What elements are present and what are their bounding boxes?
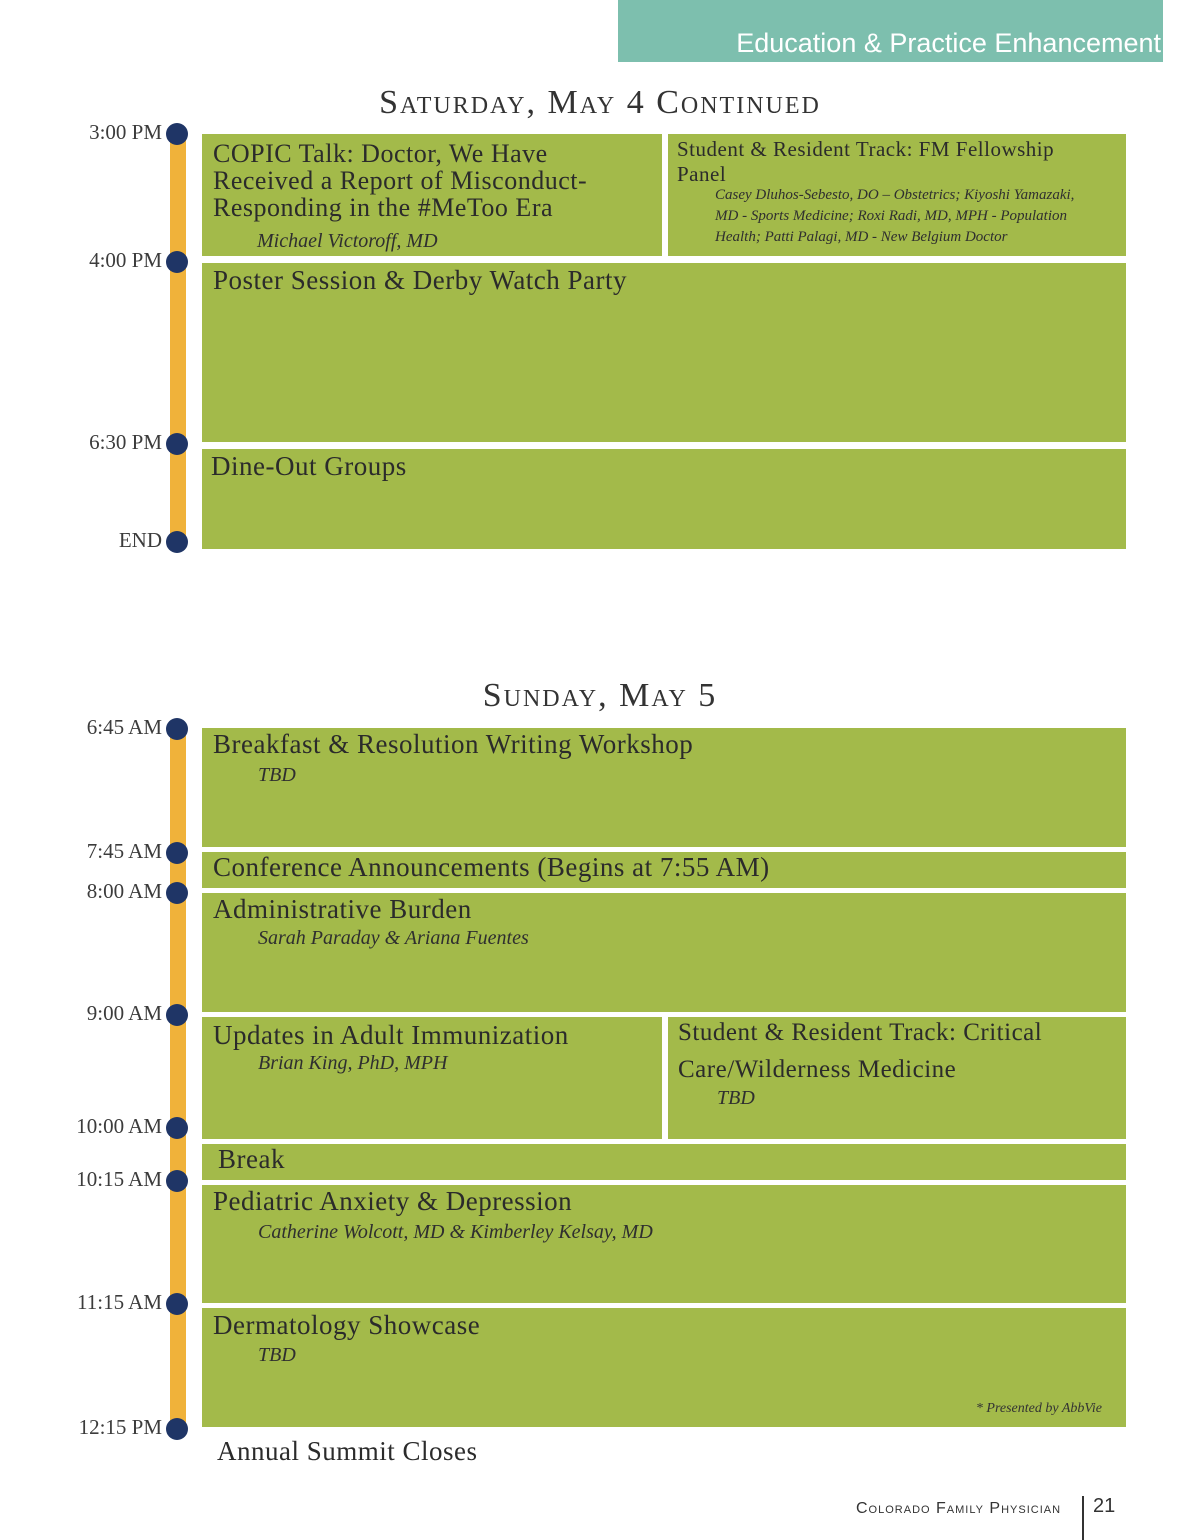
session-speaker: TBD: [717, 1087, 755, 1109]
session-title: COPIC Talk: Doctor, We Have: [213, 139, 548, 168]
session-title: Student & Resident Track: Critical: [678, 1019, 1043, 1046]
session-title: Dine-Out Groups: [211, 451, 407, 481]
session-title: Break: [218, 1144, 285, 1174]
session-speaker: TBD: [258, 764, 296, 786]
session-title: Responding in the #MeToo Era: [213, 193, 554, 222]
time-label: 10:15 AM: [76, 1167, 162, 1191]
session-title: Breakfast & Resolution Writing Workshop: [213, 729, 694, 759]
timeline-dot: [166, 882, 188, 904]
session-adult-immunization: [202, 1017, 662, 1139]
timeline-dot: [166, 1117, 188, 1139]
session-title: Conference Announcements (Begins at 7:55 AM): [213, 852, 770, 882]
session-speakers: MD - Sports Medicine; Roxi Radi, MD, MPH - Population: [715, 208, 1068, 224]
time-label: 9:00 AM: [86, 1001, 162, 1025]
session-title: Dermatology Showcase: [213, 1310, 481, 1340]
timeline-dot: [166, 1170, 188, 1192]
time-label: END: [118, 528, 162, 552]
time-label: 6:30 PM: [89, 430, 162, 454]
timeline-dot: [166, 1418, 188, 1440]
session-speakers: Health; Patti Palagi, MD - New Belgium Doctor: [715, 229, 1008, 245]
time-label: 7:45 AM: [86, 839, 162, 863]
timeline-dot: [166, 123, 188, 145]
session-administrative-burden: [202, 893, 1126, 1012]
sponsor-note: * Presented by AbbVie: [975, 1401, 1102, 1416]
time-label: 11:15 AM: [77, 1290, 162, 1314]
timeline-dot: [166, 531, 188, 553]
session-dine-out: [202, 449, 1126, 549]
timeline-dot: [166, 718, 188, 740]
session-title: Administrative Burden: [213, 894, 472, 924]
session-title: Pediatric Anxiety & Depression: [213, 1186, 573, 1216]
time-label: 3:00 PM: [89, 120, 162, 144]
page-number: 21: [1093, 1495, 1116, 1517]
sunday-timeline-rail: [170, 728, 186, 1428]
session-title: Poster Session & Derby Watch Party: [213, 265, 628, 295]
timeline-dot: [166, 1004, 188, 1026]
time-label: 12:15 PM: [78, 1415, 162, 1439]
session-title: Received a Report of Misconduct-: [213, 166, 588, 195]
time-label: 10:00 AM: [76, 1114, 162, 1138]
session-title: Student & Resident Track: FM Fellowship: [677, 137, 1055, 161]
session-speaker: Sarah Paraday & Ariana Fuentes: [258, 927, 529, 949]
session-poster-derby: [202, 263, 1126, 442]
saturday-timeline-rail: [170, 133, 186, 542]
session-speaker: Brian King, PhD, MPH: [258, 1052, 448, 1074]
publication-name: Colorado Family Physician: [856, 1500, 1062, 1517]
session-title: Updates in Adult Immunization: [213, 1020, 569, 1050]
time-label: 4:00 PM: [89, 248, 162, 272]
session-pediatric-anxiety: [202, 1185, 1126, 1303]
time-label: 6:45 AM: [86, 715, 162, 739]
time-label: 8:00 AM: [86, 879, 162, 903]
timeline-dot: [166, 251, 188, 273]
session-speakers: Casey Dluhos-Sebesto, DO – Obstetrics; Kiyoshi Yamazaki,: [715, 187, 1075, 203]
session-speaker: TBD: [258, 1344, 296, 1366]
session-fm-fellowship-panel: [668, 134, 1126, 256]
session-breakfast-workshop: [202, 728, 1126, 847]
footer-divider: [1082, 1496, 1084, 1540]
session-speaker: Michael Victoroff, MD: [257, 230, 438, 252]
session-copic-talk: [202, 134, 662, 256]
summit-closes-label: Annual Summit Closes: [217, 1436, 478, 1466]
session-conference-announcements: [202, 852, 1126, 888]
session-title: Care/Wilderness Medicine: [678, 1056, 957, 1083]
session-dermatology-showcase: [202, 1308, 1126, 1427]
session-title: Panel: [677, 162, 727, 186]
session-speaker: Catherine Wolcott, MD & Kimberley Kelsay, MD: [258, 1221, 653, 1243]
timeline-dot: [166, 433, 188, 455]
session-critical-care-wilderness: [668, 1017, 1126, 1139]
section-banner: Education & Practice Enhancement: [618, 0, 1163, 62]
session-break: [202, 1144, 1126, 1180]
sunday-title: Sunday, May 5: [482, 677, 718, 714]
timeline-dot: [166, 1293, 188, 1315]
saturday-title: Saturday, May 4 Continued: [379, 84, 821, 121]
timeline-dot: [166, 842, 188, 864]
